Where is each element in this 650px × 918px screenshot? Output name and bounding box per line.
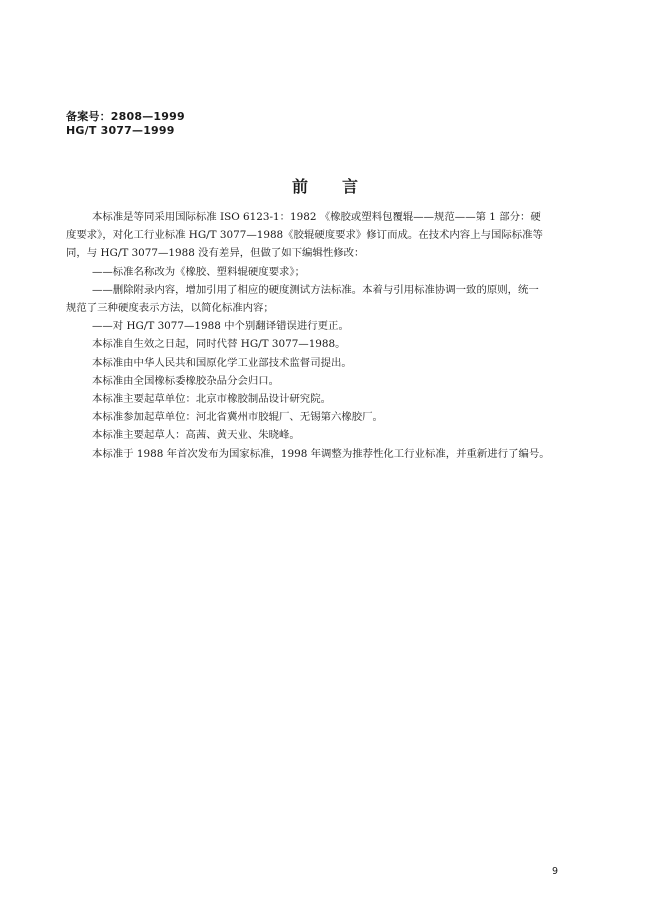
paragraph-line: 度要求》，对化工行业标准 HG/T 3077—1988《胶辊硬度要求》修订而成。在技术内容上与国际标准等: [66, 229, 543, 242]
paragraph-line: ——删除附录内容，增加引用了相应的硬度测试方法标准。本着与引用标准协调一致的原则，统一: [92, 283, 539, 296]
paragraph-line: 本标准参加起草单位：河北省冀州市胶辊厂、无锡第六橡胶厂。: [92, 411, 383, 424]
paragraph-line: 本标准由全国橡标委橡胶杂品分会归口。: [92, 374, 280, 387]
standard-code: HG/T 3077—1999: [66, 124, 175, 137]
page-title: 前言: [291, 177, 392, 196]
paragraph-line: 同，与 HG/T 3077—1988 没有差异，但做了如下编辑性修改：: [66, 247, 365, 260]
paragraph-line: 规范了三种硬度表示方法，以简化标准内容；: [66, 302, 274, 315]
paragraph-line: 本标准主要起草单位：北京市橡胶制品设计研究院。: [92, 393, 331, 406]
page-number: 9: [551, 866, 558, 877]
paragraph-line: ——对 HG/T 3077—1988 中个别翻译错误进行更正。: [92, 320, 349, 333]
paragraph-line: 本标准于 1988 年首次发布为国家标准，1998 年调整为推荐性化工行业标准，并重新进行了编号。: [92, 447, 550, 460]
paragraph-line: 本标准自生效之日起，同时代替 HG/T 3077—1988。: [92, 338, 346, 351]
foreword-body: [66, 208, 576, 463]
filing-number: 备案号：2808—1999: [66, 110, 185, 123]
paragraph-line: 本标准是等同采用国际标准 ISO 6123-1：1982 《橡胶或塑料包覆辊——规范——第 1 部分：硬: [92, 211, 541, 223]
paragraph-line: 本标准主要起草人：高茜、黄天业、朱晓峰。: [92, 429, 300, 442]
paragraph-line: ——标准名称改为《橡胶、塑料辊硬度要求》；: [92, 265, 306, 278]
paragraph-line: 本标准由中华人民共和国原化学工业部技术监督司提出。: [92, 356, 352, 369]
